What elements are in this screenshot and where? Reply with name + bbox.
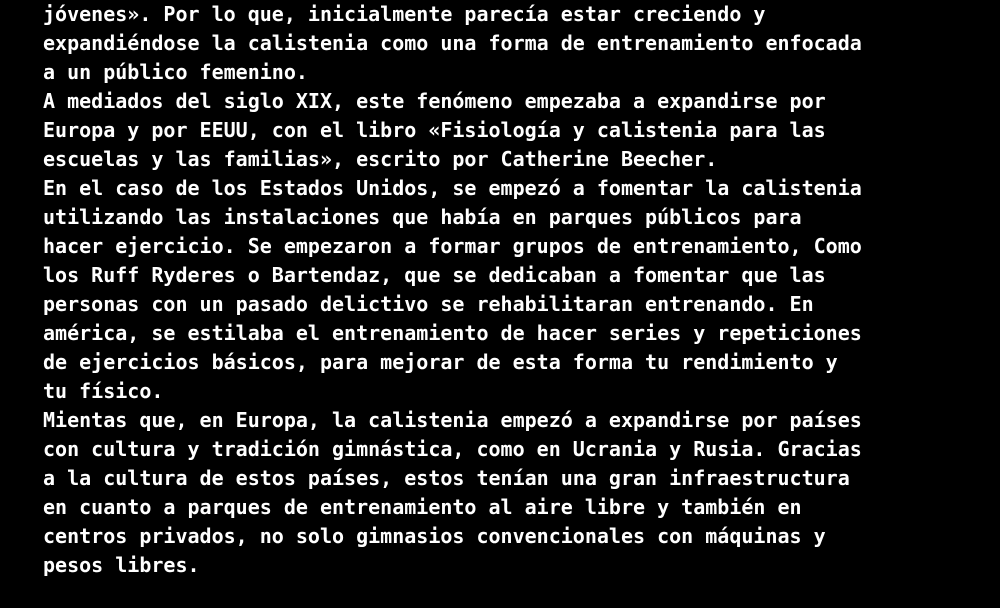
document-text [43,0,983,580]
text-line: tu físico. [43,379,164,403]
text-line: personas con un pasado delictivo se rehabilitaran entrenando. En [43,292,814,316]
text-line: de ejercicios básicos, para mejorar de esta forma tu rendimiento y [43,350,838,374]
text-line: Mientas que, en Europa, la calistenia empezó a expandirse por países [43,408,862,432]
text-line: A mediados del siglo XIX, este fenómeno empezaba a expandirse por [43,89,826,113]
text-line: con cultura y tradición gimnástica, como en Ucrania y Rusia. Gracias [43,437,862,461]
text-line: a un público femenino. [43,60,308,84]
text-line: expandiéndose la calistenia como una forma de entrenamiento enfocada [43,31,862,55]
text-line: hacer ejercicio. Se empezaron a formar grupos de entrenamiento, Como [43,234,862,258]
text-line: américa, se estilaba el entrenamiento de hacer series y repeticiones [43,321,862,345]
text-line: los Ruff Ryderes o Bartendaz, que se dedicaban a fomentar que las [43,263,826,287]
text-line: en cuanto a parques de entrenamiento al aire libre y también en [43,495,802,519]
text-line: pesos libres. [43,553,200,577]
text-line: Europa y por EEUU, con el libro «Fisiología y calistenia para las [43,118,826,142]
text-line: utilizando las instalaciones que había en parques públicos para [43,205,802,229]
text-line: escuelas y las familias», escrito por Catherine Beecher. [43,147,718,171]
text-line: centros privados, no solo gimnasios convencionales con máquinas y [43,524,826,548]
text-line: jóvenes». Por lo que, inicialmente parecía estar creciendo y [43,2,766,26]
text-line: a la cultura de estos países, estos tenían una gran infraestructura [43,466,850,490]
text-line: En el caso de los Estados Unidos, se empezó a fomentar la calistenia [43,176,862,200]
